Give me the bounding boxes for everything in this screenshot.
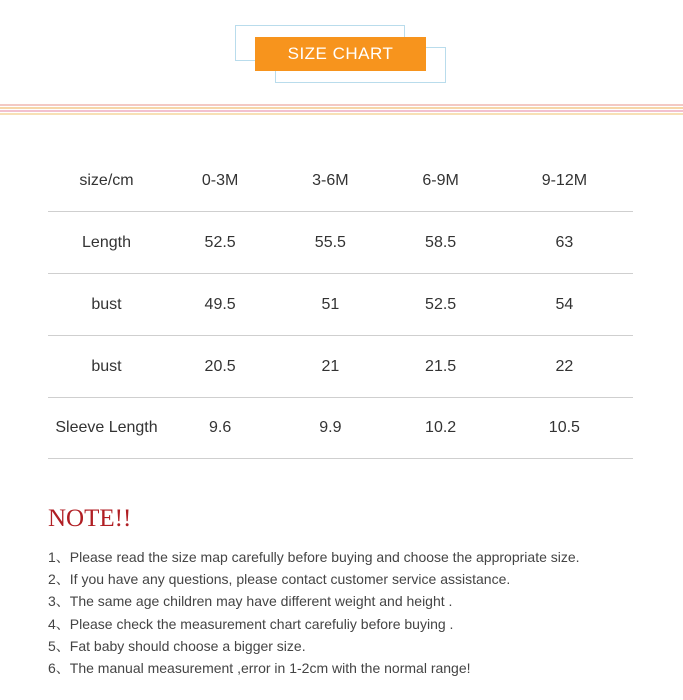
column-header: 3-6M: [275, 150, 385, 212]
row-label: bust: [48, 336, 165, 398]
table-cell: 10.2: [386, 398, 496, 459]
note-item: 3、The same age children may have different weight and height .: [48, 593, 453, 610]
table-cell: 22: [496, 336, 633, 398]
stripe-line: [0, 110, 683, 112]
stripe-line: [0, 113, 683, 115]
table-row: [48, 212, 633, 274]
table-cell: 9.6: [165, 398, 275, 459]
size-table: [48, 150, 633, 459]
size-chart-header: [235, 25, 447, 83]
stripe-line: [0, 104, 683, 106]
size-chart-badge: SIZE CHART: [255, 37, 426, 71]
column-header: 0-3M: [165, 150, 275, 212]
note-list: [48, 547, 580, 680]
row-label: Length: [48, 212, 165, 274]
table-cell: 55.5: [275, 212, 385, 274]
note-title: NOTE!!: [48, 505, 132, 532]
table-cell: 63: [496, 212, 633, 274]
note-item: 6、The manual measurement ,error in 1-2cm with the normal range!: [48, 659, 471, 676]
note-item: 2、If you have any questions, please contact customer service assistance.: [48, 571, 511, 588]
table-cell: 51: [275, 274, 385, 336]
table-cell: 49.5: [165, 274, 275, 336]
column-header: size/cm: [48, 150, 165, 212]
table-row: [48, 274, 633, 336]
row-label: Sleeve Length: [48, 398, 165, 459]
table-row: [48, 336, 633, 398]
column-header: 9-12M: [496, 150, 633, 212]
note-item: 4、Please check the measurement chart carefuliy before buying .: [48, 615, 454, 632]
row-label: bust: [48, 274, 165, 336]
note-item: 1、Please read the size map carefully before buying and choose the appropriate size.: [48, 549, 580, 565]
table-cell: 20.5: [165, 336, 275, 398]
table-cell: 21: [275, 336, 385, 398]
table-cell: 54: [496, 274, 633, 336]
column-header: 6-9M: [386, 150, 496, 212]
stripe-line: [0, 107, 683, 109]
table-row: [48, 398, 633, 459]
table-cell: 10.5: [496, 398, 633, 459]
table-cell: 58.5: [386, 212, 496, 274]
table-cell: 52.5: [386, 274, 496, 336]
note-item: 5、Fat baby should choose a bigger size.: [48, 637, 306, 654]
table-cell: 52.5: [165, 212, 275, 274]
table-header-row: [48, 150, 633, 212]
table-cell: 9.9: [275, 398, 385, 459]
decorative-stripes: [0, 104, 683, 116]
table-cell: 21.5: [386, 336, 496, 398]
